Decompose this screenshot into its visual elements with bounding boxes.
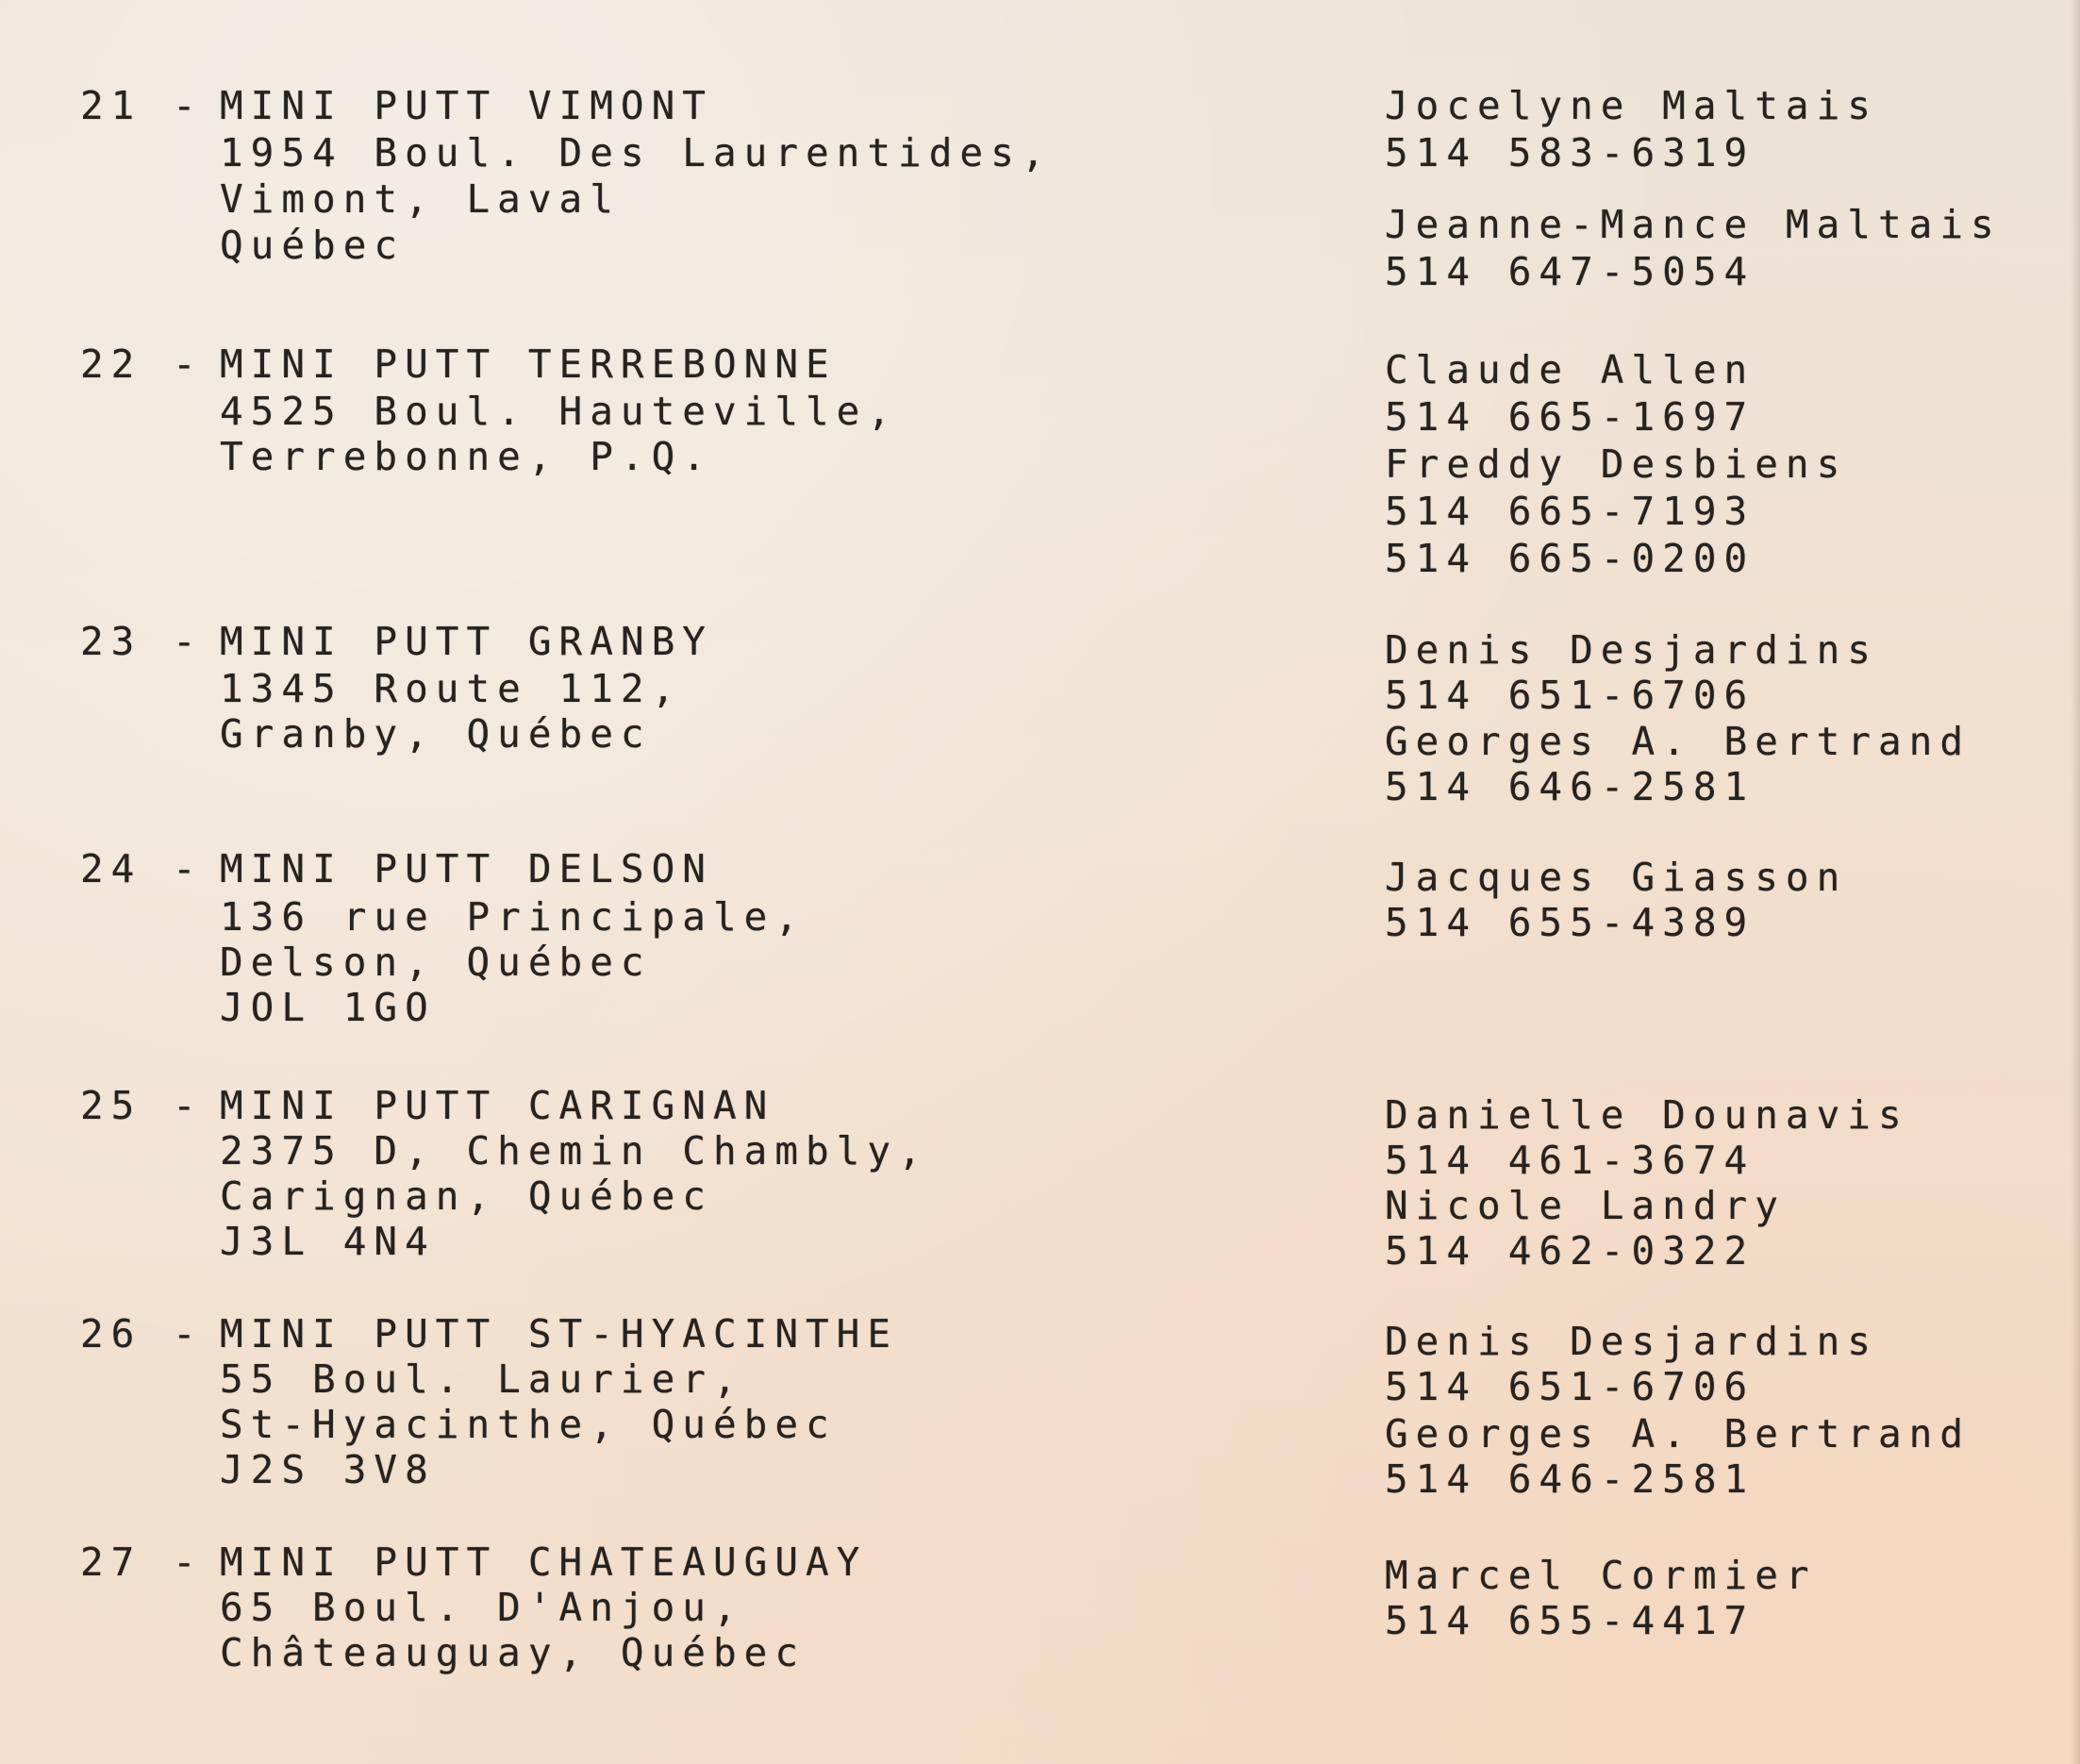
entry-number: 21 - <box>80 83 204 128</box>
address-line: 2375 D, Chemin Chambly, <box>220 1128 929 1173</box>
business-name: MINI PUTT DELSON <box>220 846 713 891</box>
contact-phone: 514 665-1697 <box>1385 394 1756 440</box>
contact-phone: 514 646-2581 <box>1385 1456 1756 1502</box>
contact-phone: 514 461-3674 <box>1385 1138 1756 1183</box>
address-line: Carignan, Québec <box>220 1173 713 1219</box>
contact-name: Danielle Dounavis <box>1385 1092 1909 1138</box>
contact-name: Georges A. Bertrand <box>1385 719 1971 764</box>
contact-phone: 514 462-0322 <box>1385 1228 1756 1273</box>
contact-name: Marcel Cormier <box>1385 1553 1817 1598</box>
contact-phone: 514 655-4417 <box>1385 1598 1756 1643</box>
entry-number: 24 - <box>80 846 204 891</box>
business-name: MINI PUTT VIMONT <box>220 83 713 128</box>
paper-edge-shadow <box>2071 0 2080 1764</box>
address-line: 136 rue Principale, <box>220 894 806 940</box>
address-line: St-Hyacinthe, Québec <box>220 1402 837 1447</box>
address-line: J2S 3V8 <box>220 1447 436 1492</box>
contact-phone: 514 583-6319 <box>1385 130 1756 175</box>
address-line: Châteauguay, Québec <box>220 1630 806 1675</box>
business-name: MINI PUTT TERREBONNE <box>220 341 837 387</box>
contact-phone: 514 651-6706 <box>1385 1364 1756 1409</box>
contact-phone: 514 655-4389 <box>1385 900 1756 945</box>
business-name: MINI PUTT GRANBY <box>220 619 713 664</box>
contact-phone: 514 651-6706 <box>1385 673 1756 718</box>
address-line: Granby, Québec <box>220 711 652 757</box>
contact-name: Nicole Landry <box>1385 1183 1786 1228</box>
business-name: MINI PUTT CARIGNAN <box>220 1083 775 1128</box>
contact-phone: 514 665-7193 <box>1385 489 1756 534</box>
contact-name: Jacques Giasson <box>1385 855 1848 900</box>
contact-phone: 514 646-2581 <box>1385 764 1756 809</box>
address-line: 4525 Boul. Hauteville, <box>220 389 899 434</box>
contact-phone: 514 665-0200 <box>1385 536 1756 581</box>
address-line: 65 Boul. D'Anjou, <box>220 1585 744 1630</box>
address-line: Québec <box>220 223 406 268</box>
contact-name: Claude Allen <box>1385 347 1756 392</box>
business-name: MINI PUTT CHATEAUGUAY <box>220 1539 868 1585</box>
contact-name: Jocelyne Maltais <box>1385 83 1878 128</box>
address-line: J3L 4N4 <box>220 1219 436 1264</box>
address-line: 1345 Route 112, <box>220 666 683 711</box>
contact-name: Denis Desjardins <box>1385 627 1878 673</box>
address-line: JOL 1GO <box>220 985 436 1030</box>
entry-number: 22 - <box>80 341 204 387</box>
entry-number: 26 - <box>80 1311 204 1356</box>
contact-name: Freddy Desbiens <box>1385 441 1848 487</box>
contact-phone: 514 647-5054 <box>1385 249 1756 294</box>
contact-name: Denis Desjardins <box>1385 1319 1878 1364</box>
contact-name: Jeanne-Mance Maltais <box>1385 202 2002 247</box>
entry-number: 25 - <box>80 1083 204 1128</box>
address-line: Delson, Québec <box>220 940 652 985</box>
contact-name: Georges A. Bertrand <box>1385 1411 1971 1456</box>
entry-number: 23 - <box>80 619 204 664</box>
address-line: 1954 Boul. Des Laurentides, <box>220 130 1053 175</box>
address-line: Vimont, Laval <box>220 176 621 222</box>
address-line: Terrebonne, P.Q. <box>220 434 713 479</box>
business-name: MINI PUTT ST-HYACINTHE <box>220 1311 899 1356</box>
entry-number: 27 - <box>80 1539 204 1585</box>
address-line: 55 Boul. Laurier, <box>220 1356 744 1402</box>
